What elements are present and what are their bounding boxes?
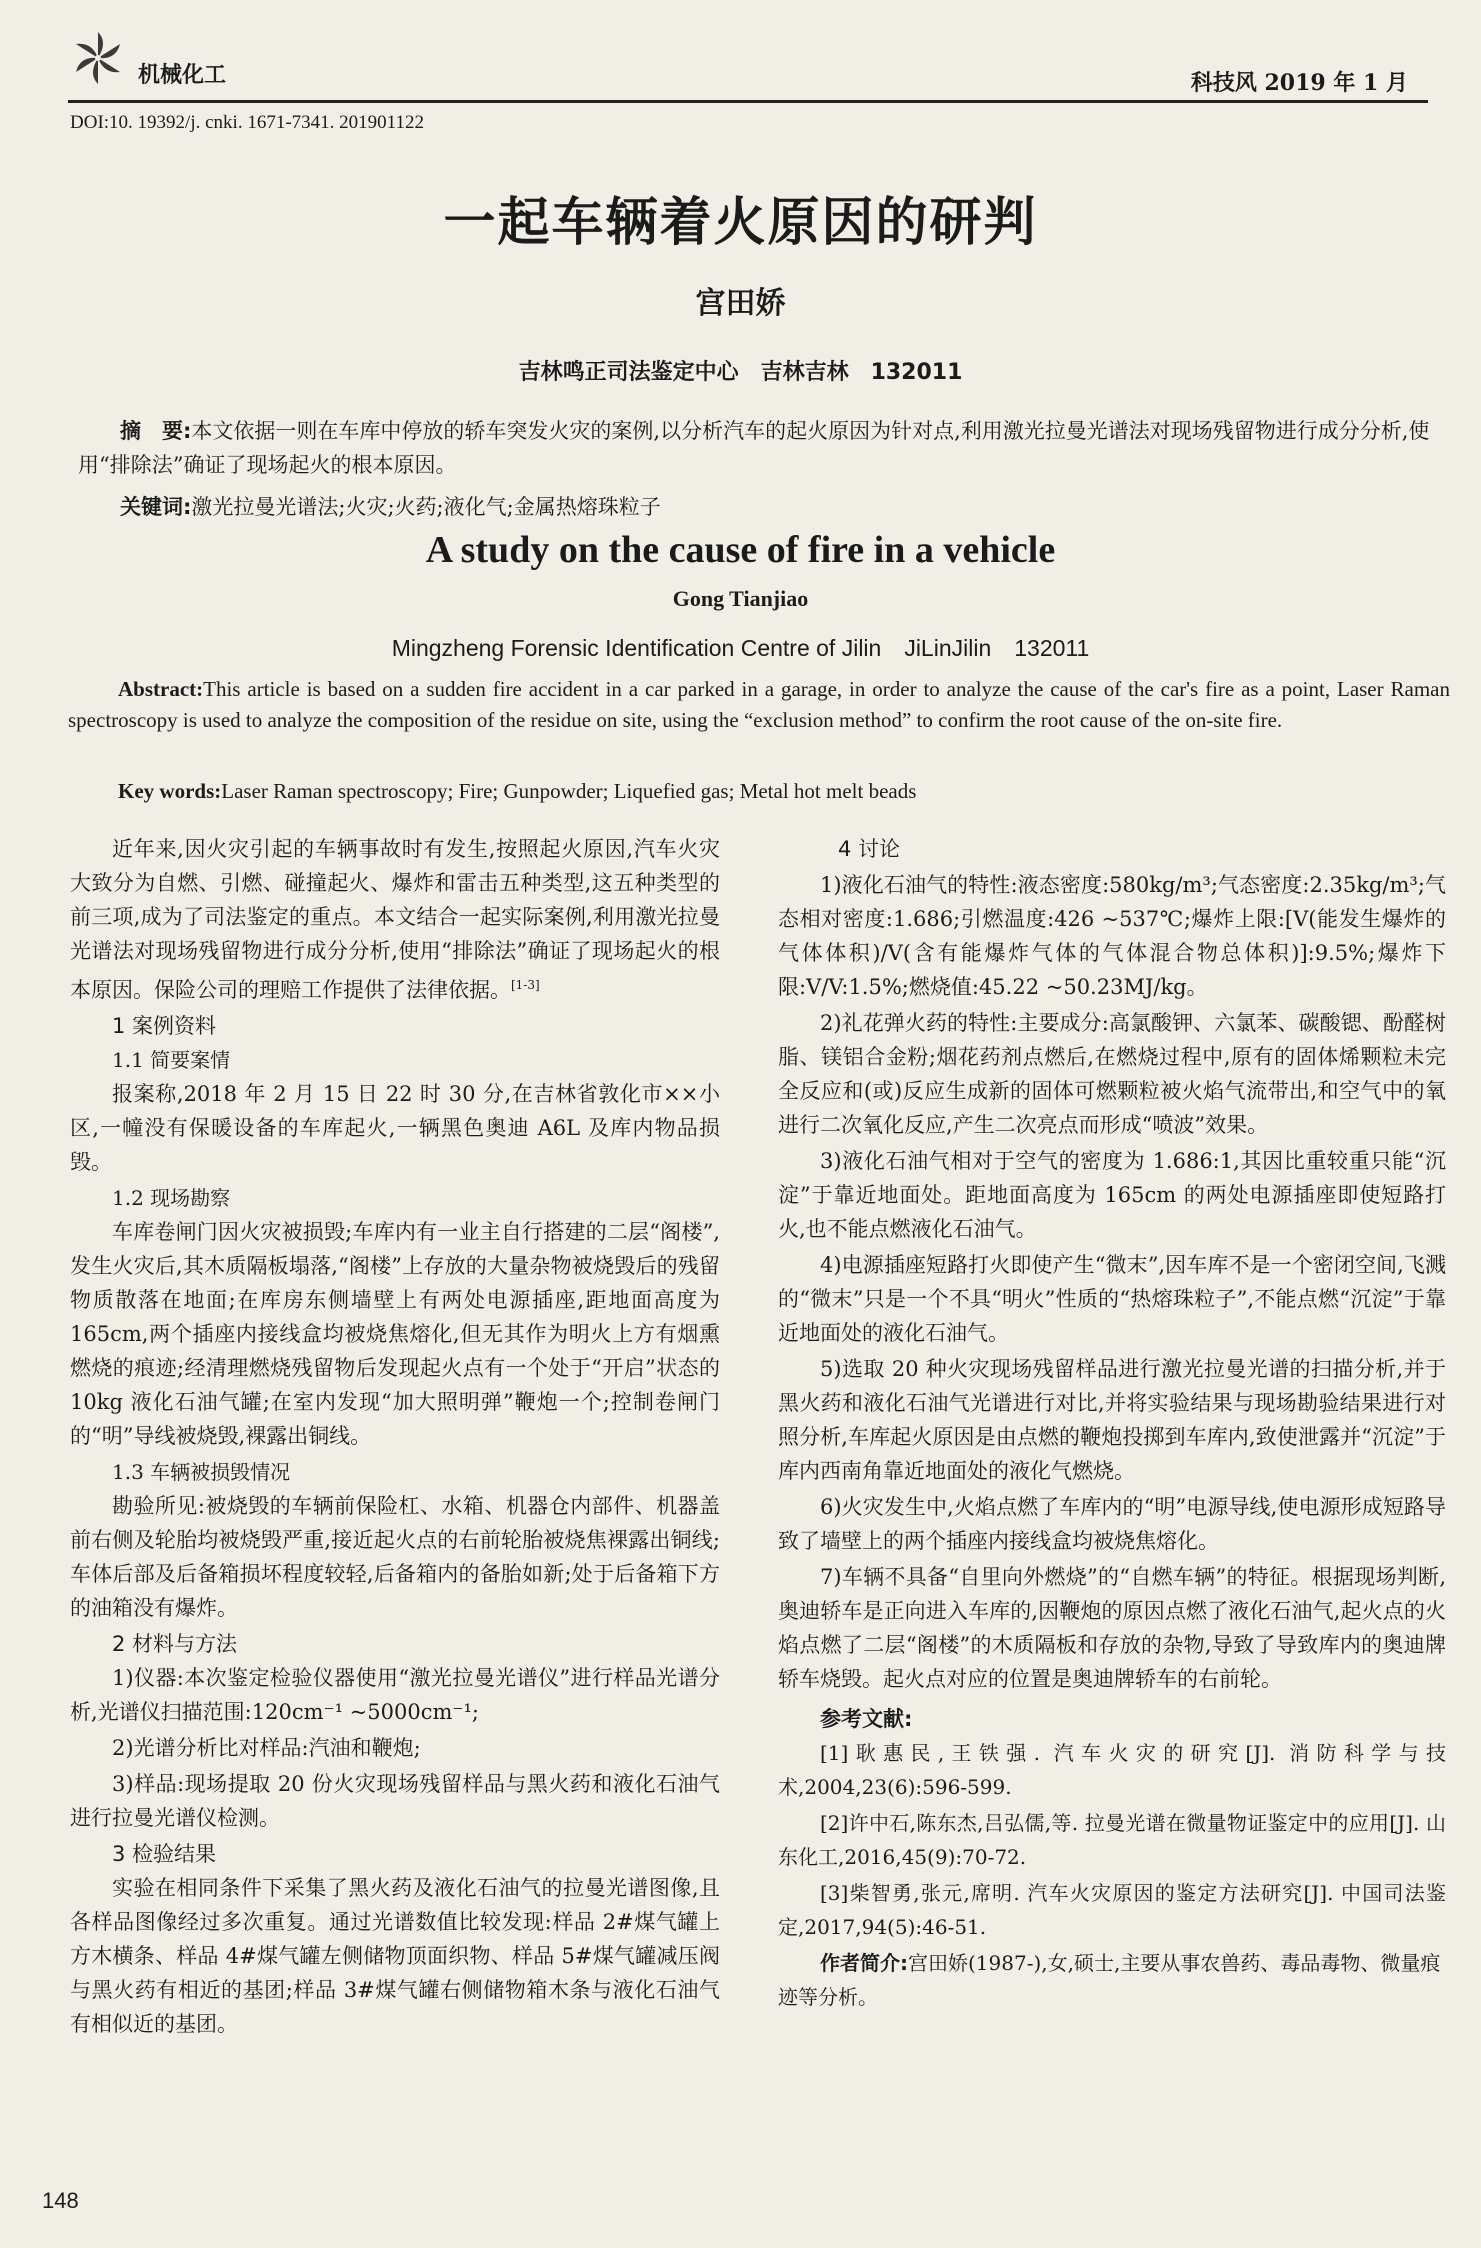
- doi: DOI:10. 19392/j. cnki. 1671-7341. 201901122: [70, 112, 424, 133]
- keywords-english: [68, 776, 1450, 806]
- left-column: [70, 832, 720, 2043]
- pinwheel-logo-icon: [68, 28, 128, 88]
- page-number: 148: [42, 2188, 79, 2213]
- author-english: Gong Tianjiao: [672, 586, 809, 611]
- affiliation-english: Mingzheng Forensic Identification Centre of Jilin JiLinJilin 132011: [391, 635, 1090, 661]
- paragraph-1-1: 报案称,2018 年 2 月 15 日 22 时 30 分,在吉林省敦化市××小区,一幢没有保暖设备的车库起火,一辆黑色奥迪 A6L 及库内物品损毁。: [70, 1082, 720, 1174]
- reference-item: [2]许中石,陈东杰,吕弘儒,等. 拉曼光谱在微量物证鉴定中的应用[J]. 山东化工,2016,45(9):70-72.: [778, 1811, 1446, 1869]
- intro-text: 近年来,因火灾引起的车辆事故时有发生,按照起火原因,汽车火灾大致分为自燃、引燃、碰撞起火、爆炸和雷击五种类型,这五种类型的前三项,成为了司法鉴定的重点。本文结合一起实际案例,利用激光拉曼光谱法对现场残留物进行成分分析,使用“排除法”确证了现场起火的根本原因。保险公司的理赔工作提供了法律依据。: [70, 837, 720, 1002]
- subsection-heading-1-3: 1.3 车辆被损毁情况: [112, 1460, 291, 1484]
- abstract-english: [68, 674, 1450, 736]
- keywords-en-label: Key words:: [118, 779, 222, 803]
- title-chinese: 一起车辆着火原因的研判: [443, 192, 1038, 253]
- abstract-chinese: [78, 414, 1450, 482]
- discussion-6: 6)火灾发生中,火焰点燃了车库内的“明”电源导线,使电源形成短路导致了墙壁上的两个插座内接线盒均被烧焦熔化。: [778, 1495, 1446, 1553]
- discussion-7: 7)车辆不具备“自里向外燃烧”的“自燃车辆”的特征。根据现场判断,奥迪轿车是正向进入车库的,因鞭炮的原因点燃了液化石油气,起火点的火焰点燃了二层“阁楼”的木质隔板和存放的杂物,导致了导致库内的奥迪牌轿车烧毁。起火点对应的位置是奥迪牌轿车的右前轮。: [778, 1565, 1446, 1691]
- page-header: [68, 28, 1428, 108]
- section-heading-1: 1 案例资料: [112, 1014, 217, 1038]
- author-bio-text: 宫田娇(1987-),女,硕士,主要从事农兽药、毒品毒物、微量痕迹等分析。: [778, 1951, 1441, 2009]
- paragraph-2-2: 2)光谱分析比对样品:汽油和鞭炮;: [112, 1736, 421, 1760]
- paragraph-2-1: 1)仪器:本次鉴定检验仪器使用“激光拉曼光谱仪”进行样品光谱分析,光谱仪扫描范围:120cm⁻¹ ~5000cm⁻¹;: [70, 1666, 720, 1724]
- discussion-4: 4)电源插座短路打火即使产生“微末”,因车库不是一个密闭空间,飞溅的“微末”只是一个不具“明火”性质的“热熔珠粒子”,不能点燃“沉淀”于靠近地面处的液化石油气。: [778, 1253, 1446, 1345]
- author-bio-label: 作者简介:: [820, 1951, 908, 1975]
- keywords-en-text: Laser Raman spectroscopy; Fire; Gunpowder; Liquefied gas; Metal hot melt beads: [221, 779, 917, 803]
- abstract-text: 本文依据一则在车库中停放的轿车突发火灾的案例,以分析汽车的起火原因为针对点,利用激光拉曼光谱法对现场残留物进行成分分析,使用“排除法”确证了现场起火的根本原因。: [78, 419, 1430, 477]
- affiliation-chinese: 吉林鸣正司法鉴定中心 吉林吉林 132011: [518, 360, 963, 385]
- paragraph-2-3: 3)样品:现场提取 20 份火灾现场残留样品与黑火药和液化石油气进行拉曼光谱仪检测。: [70, 1772, 720, 1830]
- journal-issue: 科技风 2019 年 1 月: [1190, 70, 1408, 96]
- header-rule: [68, 100, 1428, 103]
- section-heading-2: 2 材料与方法: [112, 1632, 238, 1656]
- title-english: A study on the cause of fire in a vehicle: [425, 529, 1056, 571]
- paragraph-1-3: 勘验所见:被烧毁的车辆前保险杠、水箱、机器仓内部件、机器盖前右侧及轮胎均被烧毁严重,接近起火点的右前轮胎被烧焦裸露出铜线;车体后部及后备箱损坏程度较轻,后备箱内的备胎如新;处于后备箱下方的油箱没有爆炸。: [70, 1494, 720, 1620]
- discussion-1: 1)液化石油气的特性:液态密度:580kg/m³;气态密度:2.35kg/m³;气态相对密度:1.686;引燃温度:426 ~537℃;爆炸上限:[V(能发生爆炸的气体体积)/V(含有能爆炸气体的气体混合物总体积)]:9.5%;爆炸下限:V/V:1.5%;燃烧值:45.22 ~50.23MJ/kg。: [778, 873, 1446, 999]
- author-chinese: 宫田娇: [695, 286, 786, 321]
- author-bio: [778, 1946, 1446, 2014]
- right-column: [778, 832, 1446, 2014]
- reference-item: [3]柴智勇,张元,席明. 汽车火灾原因的鉴定方法研究[J]. 中国司法鉴定,2017,94(5):46-51.: [778, 1881, 1446, 1939]
- abstract-en-label: Abstract:: [118, 677, 204, 701]
- paragraph-3: 实验在相同条件下采集了黑火药及液化石油气的拉曼光谱图像,且各样品图像经过多次重复。通过光谱数值比较发现:样品 2#煤气罐上方木横条、样品 4#煤气罐左侧储物顶面织物、样品 5#煤气罐减压阀与黑火药有相近的基团;样品 3#煤气罐右侧储物箱木条与液化石油气有相似近的基团。: [70, 1876, 720, 2036]
- intro-citation: [1-3]: [511, 978, 540, 992]
- reference-item: [1]耿惠民,王铁强. 汽车火灾的研究[J]. 消防科学与技术,2004,23(6):596-599.: [778, 1741, 1446, 1799]
- keywords-text: 激光拉曼光谱法;火灾;火药;液化气;金属热熔珠粒子: [191, 495, 661, 519]
- abstract-en-text: This article is based on a sudden fire accident in a car parked in a garage, in order to analyze the cause of the car's fire as a point, Laser Raman spectroscopy is used to analyze the composition of the residue on site, using the “exclusion method” to confirm the root cause of the on-site fire.: [68, 677, 1450, 732]
- references-heading: 参考文献:: [820, 1707, 913, 1731]
- journal-section: 机械化工: [138, 63, 227, 88]
- section-heading-4: 4 讨论: [838, 837, 901, 861]
- keywords-chinese: [78, 490, 1450, 524]
- discussion-2: 2)礼花弹火药的特性:主要成分:高氯酸钾、六氯苯、碳酸锶、酚醛树脂、镁铝合金粉;烟花药剂点燃后,在燃烧过程中,原有的固体烯颗粒未完全反应和(或)反应生成新的固体可燃颗粒被火焰气流带出,和空气中的氧进行二次氧化反应,产生二次亮点而形成“喷波”效果。: [778, 1011, 1446, 1137]
- paragraph-1-2: 车库卷闸门因火灾被损毁;车库内有一业主自行搭建的二层“阁楼”,发生火灾后,其木质隔板塌落,“阁楼”上存放的大量杂物被烧毁后的残留物质散落在地面;在库房东侧墙壁上有两处电源插座,距地面高度为 165cm,两个插座内接线盒均被烧焦熔化,但无其作为明火上方有烟熏燃烧的痕迹;经清理燃烧残留物后发现起火点有一个处于“开启”状态的 10kg 液化石油气罐;在室内发现“加大照明弹”鞭炮一个;控制卷闸门的“明”导线被烧毁,裸露出铜线。: [70, 1220, 720, 1448]
- intro-paragraph: [70, 832, 720, 1007]
- discussion-5: 5)选取 20 种火灾现场残留样品进行激光拉曼光谱的扫描分析,并于黑火药和液化石油气光谱进行对比,并将实验结果与现场勘验结果进行对照分析,车库起火原因是由点燃的鞭炮投掷到车库内,致使泄露并“沉淀”于库内西南角靠近地面处的液化气燃烧。: [778, 1357, 1446, 1483]
- section-heading-3: 3 检验结果: [112, 1842, 217, 1866]
- keywords-label: 关键词:: [120, 495, 192, 519]
- subsection-heading-1-2: 1.2 现场勘察: [112, 1186, 231, 1210]
- subsection-heading-1-1: 1.1 简要案情: [112, 1048, 231, 1072]
- discussion-3: 3)液化石油气相对于空气的密度为 1.686:1,其因比重较重只能“沉淀”于靠近地面处。距地面高度为 165cm 的两处电源插座即使短路打火,也不能点燃液化石油气。: [778, 1149, 1446, 1241]
- abstract-label: 摘 要:: [120, 419, 192, 443]
